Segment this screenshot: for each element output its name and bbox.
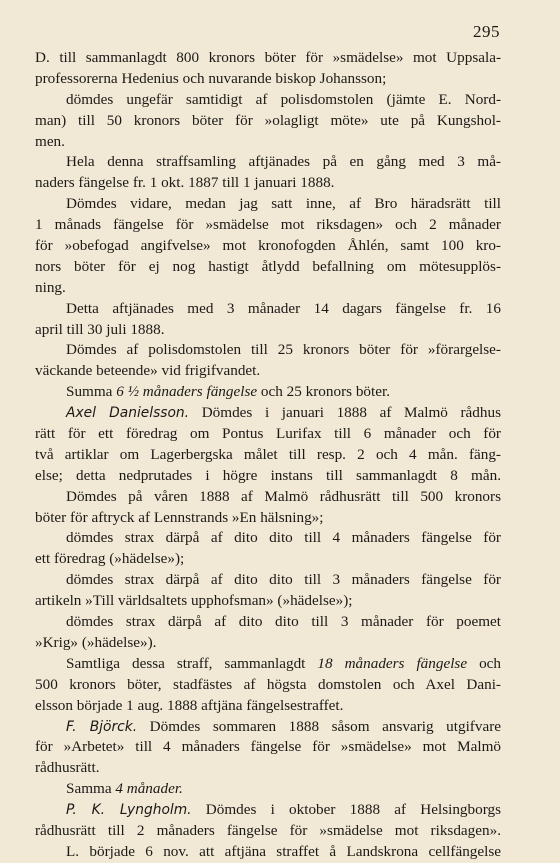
text-line [35,549,501,570]
text-segment: april till 30 juli 1888. [35,320,165,338]
text-line [35,612,501,633]
text-line [35,132,501,153]
page-number: 295 [473,22,500,41]
text-line [35,800,501,821]
text-line [35,717,501,738]
text-segment: Dömdes i oktober 1888 af Helsingborgs [191,801,501,819]
text-segment: för »obefogad angifvelse» mot kronofogden Åhlén, samt 100 kro- [35,237,501,255]
text-line [35,591,501,612]
person-name: F. Björck. [66,718,138,735]
text-segment: väckande beteende» vid frigifvandet. [35,362,261,380]
text-segment: Dömdes sommaren 1888 såsom ansvarig utgifvare [137,717,501,735]
text-line [35,194,501,215]
text-segment: rätt för ett föredrag om Pontus Lurifax till 6 månader och för [35,425,501,443]
text-segment: artikeln »Till världsaltets upphofsman» (»hädelse»); [35,592,353,610]
person-name: Axel Danielsson. [66,405,190,422]
text-line [35,320,501,341]
text-segment: L. började 6 nov. att aftjäna straffet å Landskrona cellfängelse [66,842,501,860]
text-segment: Samma [66,780,116,798]
text-segment: naders fängelse fr. 1 okt. 1887 till 1 januari 1888. [35,174,335,192]
text-segment: men. [35,132,65,150]
text-line [35,654,501,675]
text-line [35,48,501,69]
text-line [35,382,501,403]
text-line [35,152,501,173]
text-line [35,215,501,236]
text-line [35,779,501,800]
emphasis-text: 4 månader. [115,780,183,798]
text-line [35,466,501,487]
text-segment: rådhusrätt till 2 månaders fängelse för »smädelse mot riksdagen». [35,821,501,839]
emphasis-text: 6 ½ månaders fängelse [116,383,258,401]
text-segment: Dömdes af polisdomstolen till 25 kronors böter för »förargelse- [66,341,501,359]
text-segment: 1 månads fängelse för »smädelse mot riksdagen» och 2 månader [35,216,501,234]
text-segment: rådhusrätt. [35,759,100,777]
text-line [35,842,501,863]
text-segment: dömdes ungefär samtidigt af polisdomstolen (jämte E. Nord- [66,90,501,108]
text-line [35,737,501,758]
text-segment: ning. [35,278,66,296]
text-segment: böter för aftryck af Lennstrands »En hälsning»; [35,508,324,526]
text-line [35,528,501,549]
body-text [35,48,501,863]
text-segment: för »Arbetet» till 4 månaders fängelse för »smädelse» mot Malmö [35,738,501,756]
text-line [35,69,501,90]
emphasis-text: 18 månaders fängelse [317,654,468,672]
text-line [35,424,501,445]
text-line [35,633,501,654]
person-name: P. K. Lyngholm. [66,802,192,819]
text-line [35,299,501,320]
text-line [35,111,501,132]
text-segment: 500 kronors böter, stadfästes af högsta domstolen och Axel Dani- [35,675,501,693]
text-segment: Dömdes i januari 1888 af Malmö rådhus [189,404,501,422]
text-line [35,278,501,299]
text-segment: elsson började 1 aug. 1888 aftjäna fängelsestraffet. [35,696,344,714]
text-line [35,361,501,382]
text-segment: Hela denna straffsamling aftjänades på en gång med 3 må- [66,153,501,171]
text-segment: dömdes strax därpå af dito dito till 3 månader för poemet [66,613,501,631]
text-line [35,570,501,591]
text-line [35,403,501,424]
text-line [35,508,501,529]
text-segment: Dömdes vidare, medan jag satt inne, af Bro häradsrätt till [66,195,501,213]
text-segment: »Krig» (»hädelse»). [35,633,157,651]
text-segment: else; detta nedprutades i högre instans till sammanlagdt 8 mån. [35,466,501,484]
text-line [35,90,501,111]
text-segment: Dömdes på våren 1888 af Malmö rådhusrätt till 500 kronors [66,487,501,505]
text-segment: ett föredrag (»hädelse»); [35,550,185,568]
text-segment: professorerna Hedenius och nuvarande biskop Johansson; [35,69,387,87]
text-segment: två artiklar om Lagerbergska målet till resp. 2 och 4 mån. fäng- [35,445,501,463]
text-segment: Samtliga dessa straff, sammanlagdt [66,654,318,672]
text-segment: D. till sammanlagdt 800 kronors böter för »smädelse» mot Uppsala- [35,49,501,66]
text-line [35,821,501,842]
text-line [35,696,501,717]
text-line [35,487,501,508]
text-segment: dömdes strax därpå af dito dito till 4 månaders fängelse för [66,529,501,547]
text-line [35,675,501,696]
text-line [35,340,501,361]
text-segment: dömdes strax därpå af dito dito till 3 månaders fängelse för [66,571,501,589]
text-segment: Summa [66,383,117,401]
text-line [35,758,501,779]
text-segment: och [467,654,501,672]
text-segment: och 25 kronors böter. [257,383,390,401]
text-line [35,236,501,257]
text-line [35,445,501,466]
text-segment: nors böter för ej nog hastigt åtlydd befallning om mötesupplös- [35,257,501,275]
text-line [35,257,501,278]
text-segment: Detta aftjänades med 3 månader 14 dagars fängelse fr. 16 [66,299,501,317]
text-segment: man) till 50 kronors böter för »olagligt möte» ute på Kungshol- [35,111,501,129]
text-line [35,173,501,194]
